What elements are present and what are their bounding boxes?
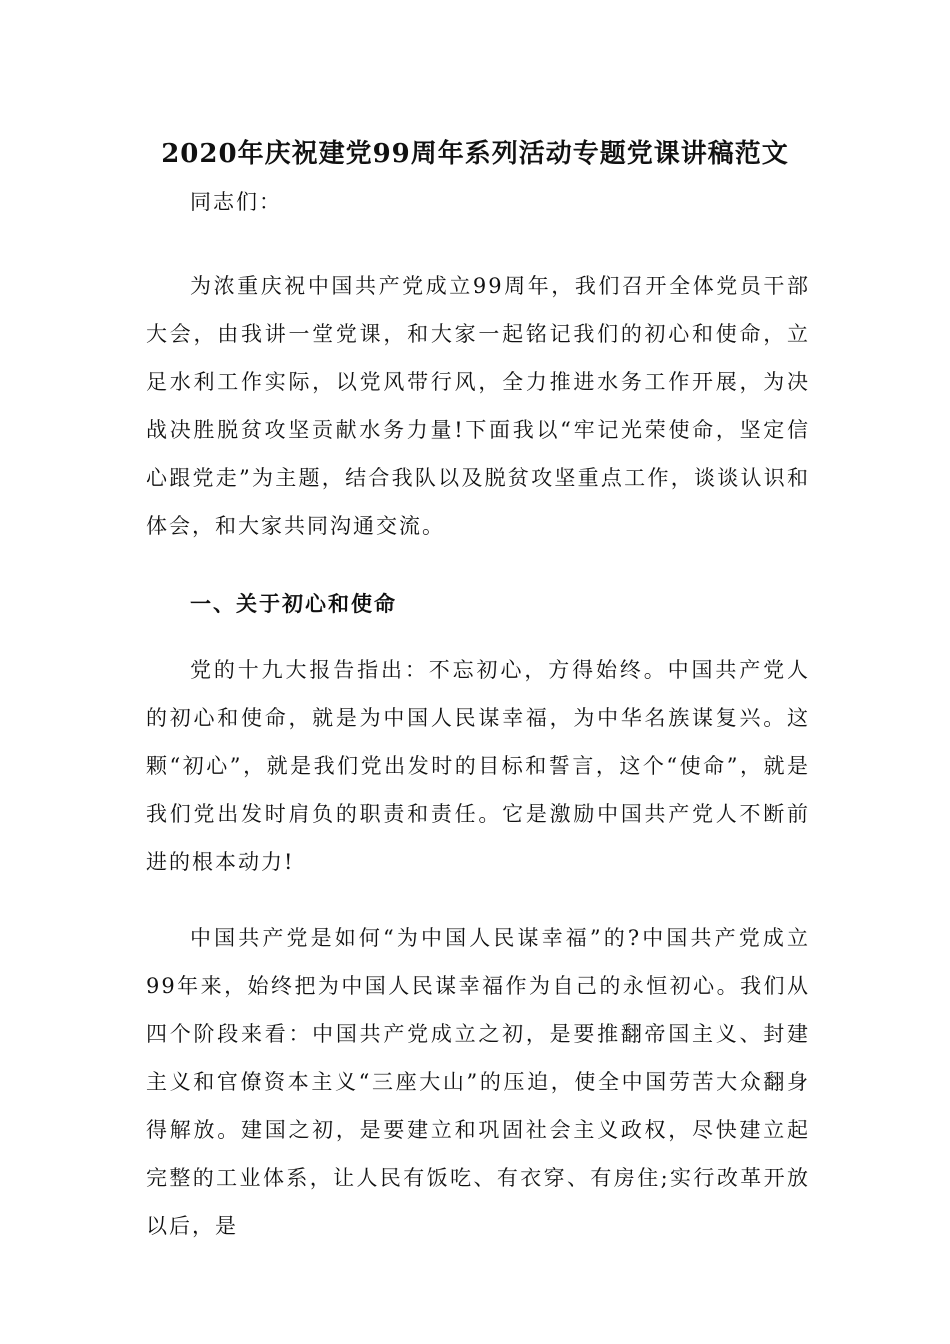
paragraph-happiness: 中国共产党是如何“为中国人民谋幸福”的?中国共产党成立99年来，始终把为中国人民谋幸福作为自己的永恒初心。我们从四个阶段来看：中国共产党成立之初，是要推翻帝国主义、封建主义和官僚资本主义“三座大山”的压迫，使全中国劳苦大众翻身得解放。建国之初，是要建立和巩固社会主义政权，尽快建立起完整的工业体系，让人民有饭吃、有衣穿、有房住;实行改革开放以后，是 (146, 926, 810, 1238)
paragraph-intro: 为浓重庆祝中国共产党成立99周年，我们召开全体党员干部大会，由我讲一堂党课，和大家一起铭记我们的初心和使命，立足水利工作实际，以党风带行风，全力推进水务工作开展，为决战决胜脱贫攻坚贡献水务力量!下面我以“牢记光荣使命，坚定信心跟党走”为主题，结合我队以及脱贫攻坚重点工作，谈谈认识和体会，和大家共同沟通交流。 (146, 274, 810, 538)
paragraph-initial-mission: 党的十九大报告指出：不忘初心，方得始终。中国共产党人的初心和使命，就是为中国人民谋幸福，为中华名族谋复兴。这颗“初心”，就是我们党出发时的目标和誓言，这个“使命”，就是我们党出发时肩负的职责和责任。它是激励中国共产党人不断前进的根本动力! (146, 658, 810, 874)
document-title: 2020年庆祝建党99周年系列活动专题党课讲稿范文 (161, 139, 789, 169)
section-heading: 一、关于初心和使命 (190, 591, 397, 616)
salutation: 同志们： (190, 190, 282, 214)
